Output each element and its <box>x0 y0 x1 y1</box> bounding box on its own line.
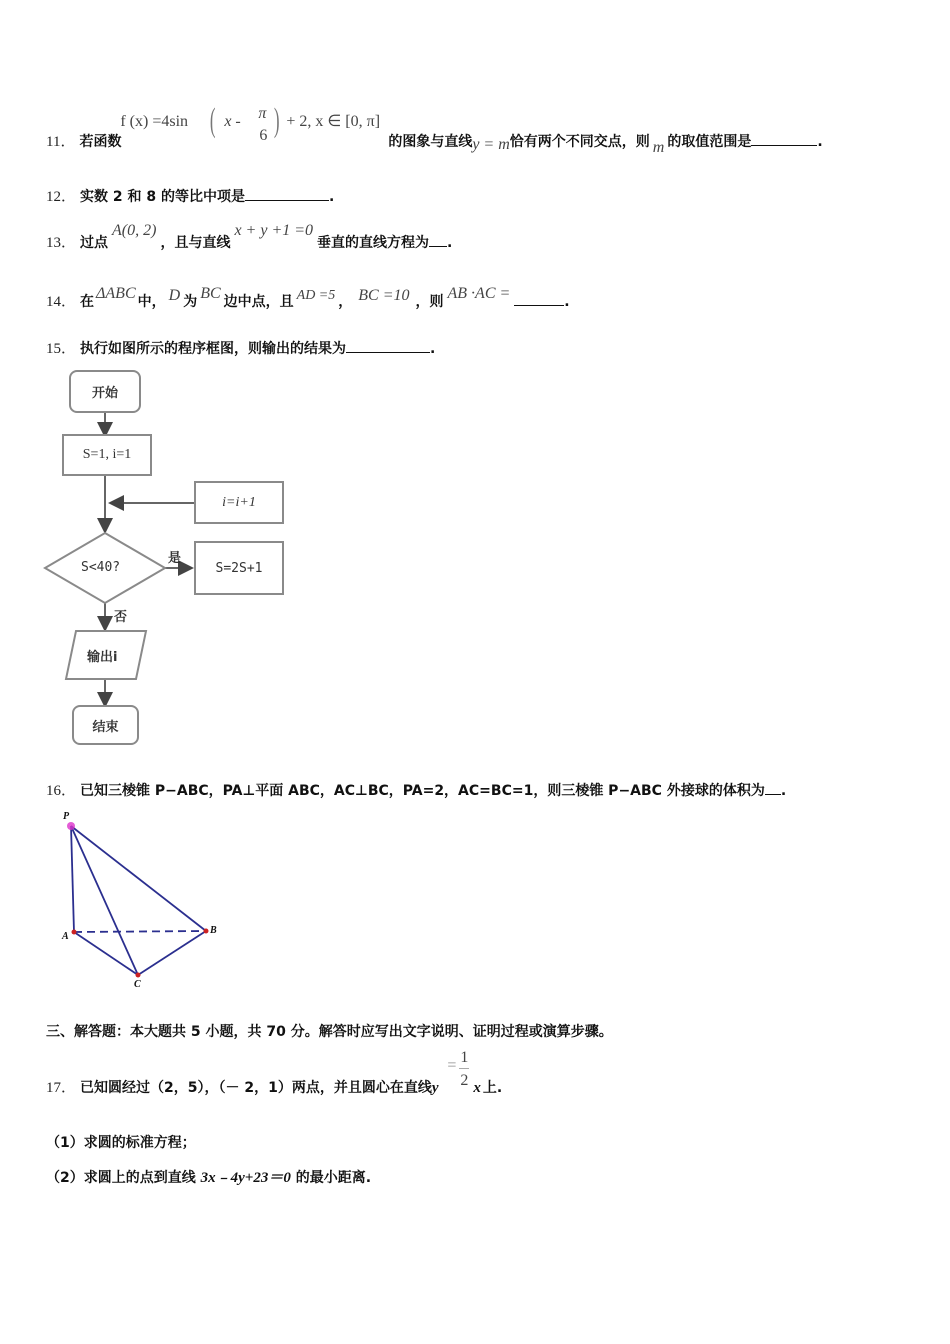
question-text: 恰有两个不同交点，则 <box>509 134 650 150</box>
question-number: 16． <box>46 783 77 799</box>
equals-sign: = <box>447 1057 457 1074</box>
label-a: A <box>62 931 69 942</box>
variable-x: x <box>473 1080 481 1096</box>
q17-part-1 <box>46 1132 196 1152</box>
period: . <box>780 783 787 799</box>
function-lhs: f (x) =4sin <box>120 113 189 130</box>
part-text: 的最小距离. <box>295 1170 372 1186</box>
vertex-a <box>72 930 77 935</box>
fraction-numerator: π <box>258 105 267 122</box>
init-text: S=1, i=1 <box>82 447 132 462</box>
fraction-numerator: 1 <box>460 1049 469 1066</box>
question-text: 实数 2 和 8 的等比中项是 <box>80 189 245 205</box>
question-text: ， <box>338 294 353 310</box>
bc-length: BC =10 <box>358 287 410 304</box>
flowchart-end: 结束 <box>72 705 139 745</box>
period: . <box>447 235 453 251</box>
question-text: 的图象与直线 <box>388 134 473 150</box>
question-text: 过点 <box>80 235 109 251</box>
fraction-denominator: 6 <box>259 127 268 144</box>
point-d: D <box>168 287 181 304</box>
question-number: 14． <box>46 294 77 310</box>
label-c: C <box>134 979 141 990</box>
function-argument: x - <box>224 113 241 130</box>
question-text: 边中点，且 <box>223 294 294 310</box>
question-text: ，则 <box>415 294 444 310</box>
increment-text: i=i+1 <box>222 494 256 510</box>
question-text: 中， <box>137 294 166 310</box>
yes-label: 是 <box>168 551 182 566</box>
no-label: 否 <box>114 610 128 625</box>
question-number: 15． <box>46 341 77 357</box>
q17-part-2 <box>46 1166 371 1187</box>
flowchart-condition: S<40? <box>81 560 121 575</box>
period: . <box>329 189 335 205</box>
question-text: 上. <box>482 1080 503 1096</box>
paren-left: ( <box>210 102 216 139</box>
paren-right: ) <box>274 102 280 139</box>
flowchart-output: 输出i <box>87 650 118 665</box>
update-text: S=2S+1 <box>215 560 263 576</box>
question-text: 若函数 <box>79 134 122 150</box>
period: . <box>564 294 570 310</box>
question-text: 为 <box>183 294 198 310</box>
line-equation-fraction <box>443 1049 473 1092</box>
fraction-denominator: 2 <box>460 1072 469 1089</box>
part-label: （2） <box>46 1170 84 1186</box>
question-text: 已知圆经过（2，5），（－ 2，1）两点，并且圆心在直线 <box>80 1080 432 1096</box>
label-p: P <box>63 811 70 822</box>
dot-product: AB ·AC = <box>447 285 511 302</box>
question-text: 在 <box>80 294 95 310</box>
variable-m: m <box>652 139 665 156</box>
line-equation: 3x﹣4y+23＝0 <box>200 1170 291 1186</box>
part-text: 求圆上的点到直线 <box>83 1170 196 1186</box>
question-number: 11． <box>46 134 76 150</box>
part-text: 求圆的标准方程； <box>83 1135 196 1151</box>
question-text: 已知三棱锥 P−ABC，PA⊥平面 ABC，AC⊥BC，PA=2，AC=BC=1，则三棱锥 P−ABC 外接球的体积为 <box>80 783 765 799</box>
section-3-heading: 三、解答题：本大题共 5 小题，共 70 分。解答时应写出文字说明、证明过程或演算步骤。 <box>46 1024 613 1040</box>
question-text: 垂直的直线方程为 <box>317 235 430 251</box>
period: . <box>817 134 823 150</box>
question-17 <box>46 1049 503 1098</box>
question-text: ，且与直线 <box>160 235 231 251</box>
flowchart-start: 开始 <box>69 370 141 413</box>
ad-length: AD =5 <box>296 288 336 303</box>
vertex-p <box>67 822 75 830</box>
segment-bc: BC <box>200 285 221 302</box>
triangle-abc: ΔABC <box>96 285 136 302</box>
question-text: 的取值范围是 <box>667 134 752 150</box>
function-tail: + 2, x ∈ [0, π] <box>286 113 381 130</box>
vertex-b <box>204 929 209 934</box>
fraction-bar <box>459 1068 469 1069</box>
vertex-c <box>136 973 141 978</box>
question-number: 13． <box>46 235 77 251</box>
question-text: 执行如图所示的程序框图，则输出的结果为 <box>80 341 347 357</box>
point-a: A(0, 2) <box>112 222 157 239</box>
line-equation: y = m <box>472 136 510 153</box>
question-number: 17． <box>46 1080 77 1096</box>
question-number: 12． <box>46 189 77 205</box>
part-label: （1） <box>46 1135 84 1151</box>
period: . <box>430 341 436 357</box>
label-b: B <box>210 925 217 936</box>
line-equation: x + y +1 =0 <box>234 222 314 239</box>
variable-y: y <box>431 1080 439 1096</box>
